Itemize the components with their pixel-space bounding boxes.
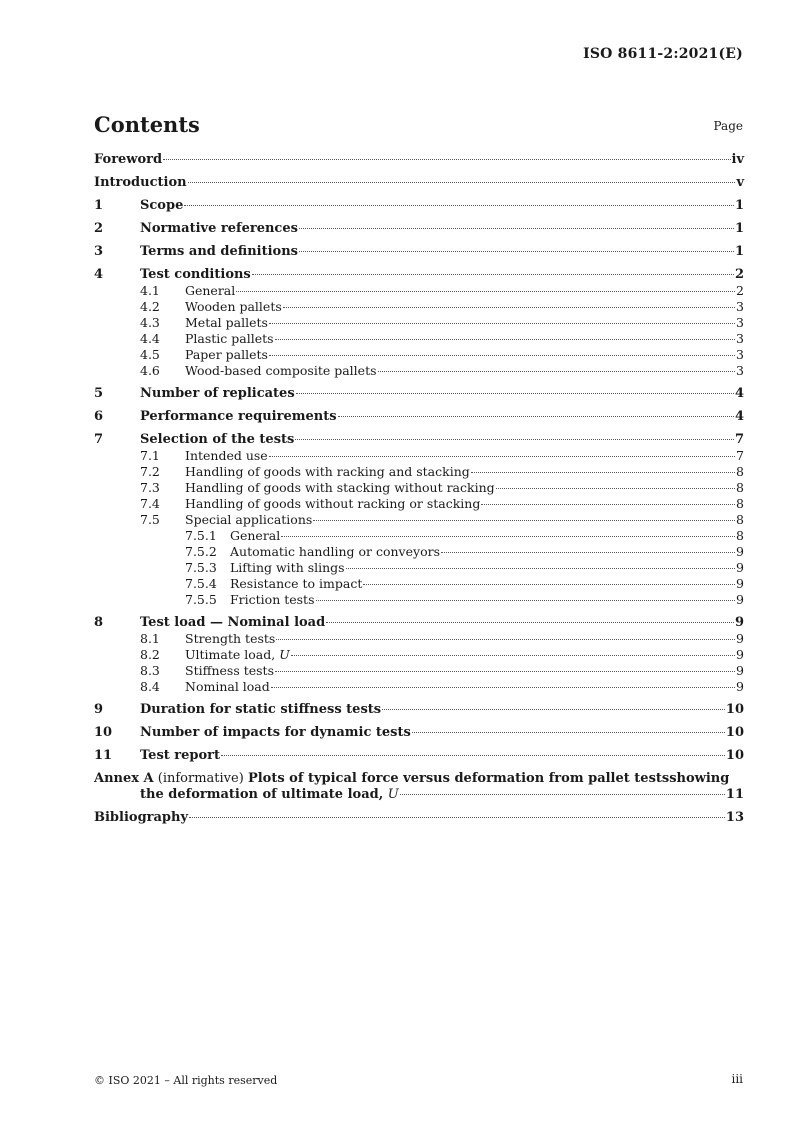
toc-entry-clause[interactable] [94,748,744,764]
dot-leader [338,416,734,417]
entry-page: iv [731,152,744,167]
entry-title: Number of replicates [140,386,295,401]
entry-title: General [185,283,236,298]
entry-page: 8 [736,512,744,527]
entry-title: Foreword [94,152,163,167]
entry-number: 3 [94,244,104,259]
entry-number: 4.5 [140,347,160,362]
entry-page: 3 [736,331,744,346]
entry-title: Test load — Nominal load [140,615,326,630]
toc-entry-subclause[interactable] [94,544,744,560]
toc-entry-clause[interactable] [94,198,744,214]
entry-title: Stiffness tests [185,663,274,678]
toc-entry-clause[interactable] [94,702,744,718]
copyright-notice: © ISO 2021 – All rights reserved [94,1074,278,1087]
variable-symbol: U [279,647,290,662]
dot-leader [346,568,735,569]
entry-number: 7.5.1 [185,528,217,543]
dot-leader [281,536,735,537]
dot-leader [412,732,725,733]
entry-title: Test conditions [140,267,251,282]
entry-page: 9 [734,615,744,630]
entry-title: Introduction [94,175,187,190]
entry-title: Wooden pallets [185,299,282,314]
entry-number: 8 [94,615,104,630]
dot-leader [363,584,735,585]
entry-number: 4.2 [140,299,160,314]
entry-number: 7.2 [140,464,160,479]
toc-entry-clause[interactable] [94,267,744,283]
entry-number: 7 [94,432,104,447]
toc-entry-clause[interactable] [94,221,744,237]
entry-page: 4 [734,409,744,424]
dot-leader [299,228,734,229]
entry-title: Handling of goods without racking or stacking [185,496,481,511]
entry-page: 10 [725,725,744,740]
toc-entry-annex[interactable] [94,771,744,803]
toc-entry-clause[interactable] [94,386,744,402]
entry-page: 9 [736,647,744,662]
dot-leader [295,439,734,440]
dot-leader [184,205,734,206]
dot-leader [276,639,735,640]
toc-entry-subclause[interactable] [94,576,744,592]
dot-leader [291,655,735,656]
entry-page: 9 [736,663,744,678]
entry-page: 8 [736,480,744,495]
toc-entry-subclause[interactable] [94,663,744,679]
toc-entry-subclause[interactable] [94,631,744,647]
entry-page: 3 [736,315,744,330]
toc-entry-subclause[interactable] [94,560,744,576]
dot-leader [269,456,735,457]
dot-leader [481,504,735,505]
entry-number: 9 [94,702,104,717]
toc-entry-clause[interactable] [94,725,744,741]
entry-page: 11 [725,787,744,802]
toc-entry-subclause[interactable] [94,299,744,315]
dot-leader [471,472,735,473]
dot-leader [313,520,735,521]
dot-leader [271,687,735,688]
entry-number: 7.3 [140,480,160,495]
entry-page: 9 [736,544,744,559]
dot-leader [326,622,734,623]
toc-entry-subclause[interactable] [94,592,744,608]
entry-title: Normative references [140,221,298,236]
page-title: Contents [94,112,200,137]
variable-symbol: U [387,787,399,802]
entry-number: 4.4 [140,331,160,346]
toc-entry-subclause[interactable] [94,512,744,528]
dot-leader [299,251,734,252]
entry-number: 4.6 [140,363,160,378]
toc-entry-subclause[interactable] [94,647,744,663]
entry-title: Performance requirements [140,409,337,424]
entry-title: Nominal load [185,679,270,694]
entry-number: 6 [94,409,104,424]
entry-number: 8.3 [140,663,160,678]
dot-leader [269,355,735,356]
entry-title: Plastic pallets [185,331,274,346]
dot-leader [316,600,736,601]
page-column-label: Page [713,119,743,133]
entry-page: 3 [736,347,744,362]
toc-entry-subclause[interactable] [94,496,744,512]
entry-title: Handling of goods with racking and stacking [185,464,470,479]
entry-title: Lifting with slings [230,560,345,575]
entry-number: 7.5 [140,512,160,527]
entry-number: 4.1 [140,283,160,298]
toc-entry-subclause[interactable] [94,347,744,363]
annex-label: Annex A [94,771,154,786]
entry-number: 5 [94,386,104,401]
entry-number: 4.3 [140,315,160,330]
entry-title: Duration for static stiffness tests [140,702,382,717]
annex-heading [94,771,744,787]
entry-number: 11 [94,748,113,763]
dot-leader [189,817,725,818]
dot-leader [296,393,734,394]
toc-entry-bibliography[interactable] [94,810,744,826]
entry-page: 8 [736,464,744,479]
entry-number: 7.1 [140,448,160,463]
entry-title: Automatic handling or conveyors [230,544,440,559]
entry-page: 7 [734,432,744,447]
entry-number: 7.5.4 [185,576,217,591]
toc-entry-clause[interactable] [94,615,744,631]
dot-leader [496,488,735,489]
entry-title: Terms and definitions [140,244,298,259]
entry-page: 3 [736,299,744,314]
dot-leader [275,339,735,340]
entry-page: 7 [736,448,744,463]
annex-kind: (informative) [157,771,244,786]
entry-number: 7.5.5 [185,592,217,607]
entry-page: 9 [736,631,744,646]
dot-leader [283,307,735,308]
toc-entry-subclause[interactable] [94,464,744,480]
entry-title: Selection of the tests [140,432,295,447]
entry-title: Paper pallets [185,347,268,362]
entry-title: Special applications [185,512,313,527]
entry-number: 8.1 [140,631,160,646]
entry-page: 9 [736,576,744,591]
entry-title: Wood-based composite pallets [185,363,377,378]
entry-number: 10 [94,725,113,740]
entry-page: 1 [734,221,744,236]
entry-number: 4 [94,267,104,282]
dot-leader [382,709,725,710]
entry-title: Bibliography [94,810,189,825]
entry-page: 8 [736,528,744,543]
entry-title: Metal pallets [185,315,268,330]
dot-leader [441,552,735,553]
entry-page: 13 [725,810,744,825]
dot-leader [378,371,736,372]
document-id: ISO 8611-2:2021(E) [583,46,743,62]
toc-entry-clause[interactable] [94,432,744,448]
entry-title: General [230,528,281,543]
entry-page: 2 [734,267,744,282]
dot-leader [236,291,735,292]
dot-leader [275,671,735,672]
toc-entry-clause[interactable] [94,244,744,260]
entry-page: v [736,175,744,190]
toc-entry-subclause[interactable] [94,528,744,544]
entry-number: 1 [94,198,104,213]
toc-entry-subclause[interactable] [94,448,744,464]
dot-leader [163,159,730,160]
entry-title: Friction tests [230,592,315,607]
table-of-contents [94,152,744,826]
entry-page: 3 [736,363,744,378]
entry-number: 2 [94,221,104,236]
entry-title: Number of impacts for dynamic tests [140,725,411,740]
entry-title: Strength tests [185,631,276,646]
dot-leader [252,274,734,275]
dot-leader [188,182,736,183]
entry-page: 9 [736,679,744,694]
entry-page: 9 [736,560,744,575]
annex-title-line2: the deformation of ultimate load, U 11 [140,787,744,802]
entry-number: 8.2 [140,647,160,662]
entry-title: Handling of goods with stacking without racking [185,480,495,495]
entry-title: Intended use [185,448,268,463]
annex-title-line1: Plots of typical force versus deformation from pallet testsshowing [247,771,730,786]
entry-page: 10 [725,702,744,717]
entry-page: 1 [734,198,744,213]
toc-entry-subclause[interactable] [94,283,744,299]
entry-page: 4 [734,386,744,401]
entry-page: 2 [736,283,744,298]
entry-number: 7.5.3 [185,560,217,575]
page-number: iii [731,1072,743,1086]
toc-entry-front[interactable] [94,152,744,168]
dot-leader [221,755,725,756]
entry-page: 9 [736,592,744,607]
entry-title: Resistance to impact [230,576,363,591]
toc-entry-subclause[interactable] [94,480,744,496]
entry-number: 7.5.2 [185,544,217,559]
toc-entry-clause[interactable] [94,409,744,425]
toc-entry-subclause[interactable] [94,679,744,695]
entry-page: 1 [734,244,744,259]
entry-title: Ultimate load, U [185,647,290,662]
toc-entry-front[interactable] [94,175,744,191]
toc-entry-subclause[interactable] [94,331,744,347]
entry-title: Scope [140,198,184,213]
toc-entry-subclause[interactable] [94,363,744,379]
dot-leader [269,323,735,324]
entry-page: 8 [736,496,744,511]
entry-page: 10 [725,748,744,763]
entry-number: 7.4 [140,496,160,511]
entry-title: Test report [140,748,221,763]
dot-leader [400,794,725,795]
toc-entry-subclause[interactable] [94,315,744,331]
entry-number: 8.4 [140,679,160,694]
